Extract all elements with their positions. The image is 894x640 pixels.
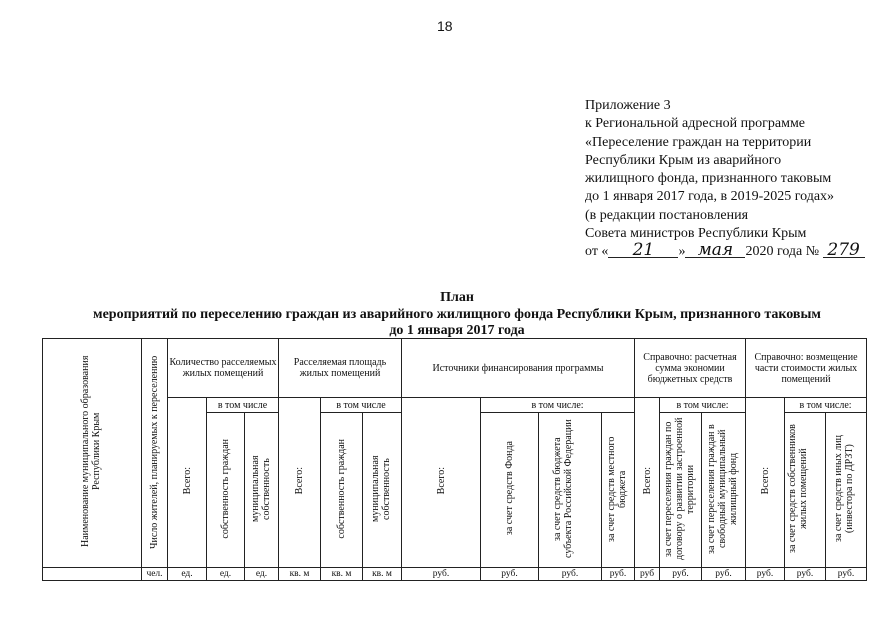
- header-econ-total: Всего:: [635, 398, 660, 568]
- handwritten-number: 279: [823, 243, 865, 258]
- unit-cell: кв. м: [363, 568, 402, 581]
- handwritten-month: мая: [685, 243, 745, 258]
- plan-table: [42, 338, 867, 581]
- unit-cell: [43, 568, 142, 581]
- unit-cell: руб.: [660, 568, 702, 581]
- unit-cell: руб.: [826, 568, 867, 581]
- header-qty-incl: в том числе: [207, 398, 279, 413]
- header-econ-group: Справочно: расчетная сумма экономии бюджетных средств: [635, 339, 746, 398]
- unit-cell: руб.: [602, 568, 635, 581]
- title-line: до 1 января 2017 года: [389, 323, 525, 338]
- header-econ-free: за счет переселения граждан в свободный муниципальный жилищный фонд: [702, 413, 746, 568]
- header-qty-municipal: муниципальная собственность: [245, 413, 279, 568]
- header-fin-local: за счет средств местного бюджета: [602, 413, 635, 568]
- appendix-line: к Региональной адресной программе: [585, 116, 806, 132]
- header-comp-group: Справочно: возмещение части стоимости жилых помещений: [746, 339, 867, 398]
- header-mo-name: Наименование муниципального образования Республики Крым: [43, 339, 142, 568]
- header-econ-dev: за счет переселения граждан по договору о развитии застроенной территории: [660, 413, 702, 568]
- header-fin-group: Источники финансирования программы: [402, 339, 635, 398]
- header-qty-group: Количество расселяемых жилых помещений: [168, 339, 279, 398]
- appendix-line: жилищного фонда, признанного таковым: [585, 171, 832, 187]
- date-prefix: от «: [585, 244, 609, 260]
- page-number: 18: [437, 18, 453, 34]
- unit-cell: ед.: [168, 568, 207, 581]
- decree-date-line: [585, 240, 865, 261]
- header-area-total: Всего:: [279, 398, 321, 568]
- appendix-line: (в редакции постановления: [585, 207, 749, 223]
- unit-cell: руб.: [481, 568, 539, 581]
- unit-cell: руб.: [746, 568, 785, 581]
- date-quote: »: [678, 244, 686, 260]
- handwritten-day: 21: [608, 243, 678, 258]
- header-comp-other: за счет средств иных лиц (инвестора по ДРЗТ): [826, 413, 867, 568]
- header-comp-incl: в том числе:: [785, 398, 867, 413]
- header-qty-citizens: собственность граждан: [207, 413, 245, 568]
- unit-cell: руб.: [702, 568, 746, 581]
- appendix-block: [585, 97, 865, 262]
- appendix-line: «Переселение граждан на территории: [585, 134, 812, 150]
- header-fin-fund: за счет средств Фонда: [481, 413, 539, 568]
- header-area-municipal: муниципальная собственность: [363, 413, 402, 568]
- appendix-line: до 1 января 2017 года, в 2019-2025 годах»: [585, 189, 835, 205]
- unit-cell: руб.: [402, 568, 481, 581]
- unit-cell: кв. м: [321, 568, 363, 581]
- header-econ-incl: в том числе:: [660, 398, 746, 413]
- header-residents: Число жителей, планируемых к переселению: [142, 339, 168, 568]
- unit-cell: кв. м: [279, 568, 321, 581]
- unit-cell: чел.: [142, 568, 168, 581]
- appendix-line: Совета министров Республики Крым: [585, 226, 807, 242]
- header-area-incl: в том числе: [321, 398, 402, 413]
- header-fin-incl: в том числе:: [481, 398, 635, 413]
- appendix-line: Республики Крым из аварийного: [585, 152, 782, 168]
- title-line: мероприятий по переселению граждан из аварийного жилищного фонда Республики Крым, признанного таковым: [93, 306, 821, 322]
- unit-cell: руб: [635, 568, 660, 581]
- header-area-citizens: собственность граждан: [321, 413, 363, 568]
- unit-cell: руб.: [539, 568, 602, 581]
- header-fin-subject: за счет средств бюджета субъекта Российской Федерации: [539, 413, 602, 568]
- date-year-text: 2020 года №: [745, 244, 820, 260]
- unit-cell: ед.: [245, 568, 279, 581]
- header-qty-total: Всего:: [168, 398, 207, 568]
- document-title: [40, 290, 874, 340]
- header-area-group: Расселяемая площадь жилых помещений: [279, 339, 402, 398]
- header-fin-total: Всего:: [402, 398, 481, 568]
- header-comp-total: Всего:: [746, 398, 785, 568]
- title-line: План: [440, 290, 474, 305]
- header-comp-owners: за счет средств собственников жилых помещений: [785, 413, 826, 568]
- unit-cell: ед.: [207, 568, 245, 581]
- appendix-line: Приложение 3: [585, 98, 671, 113]
- unit-cell: руб.: [785, 568, 826, 581]
